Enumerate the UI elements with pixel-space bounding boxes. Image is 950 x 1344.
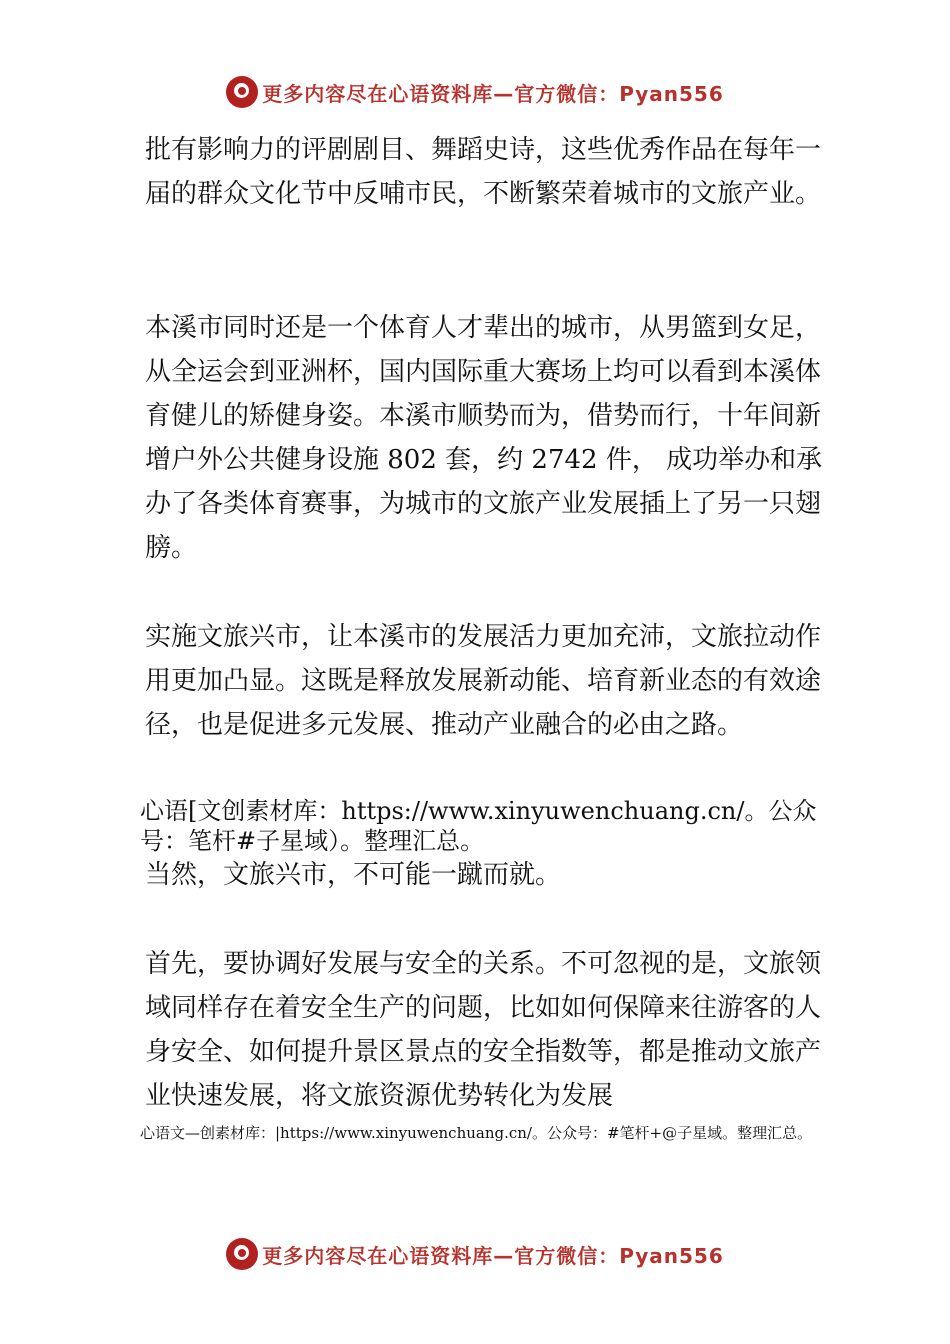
paragraph-4: 当然，文旅兴市，不可能一蹴而就。	[145, 860, 562, 890]
quill-logo-icon	[226, 76, 258, 108]
footer-text: 更多内容尽在心语资料库—官方微信：Pyan556	[262, 1243, 724, 1268]
quill-logo-icon	[226, 1238, 258, 1270]
footnote: 心语文—创素材库：|https://www.xinyuwenchuang.cn/。公众号：#笔杆+@子星域。整理汇总。	[140, 1124, 813, 1142]
header-text: 更多内容尽在心语资料库—官方微信：Pyan556	[262, 81, 724, 106]
footer-banner	[0, 1232, 950, 1276]
paragraph-5: 首先，要协调好发展与安全的关系。不可忽视的是，文旅领域同样存在着安全生产的问题，比如如何保障来往游客的人身安全、如何提升景区景点的安全指数等，都是推动文旅产业快速发展，将文旅资源优势转化为发展	[145, 949, 822, 1111]
paragraph-3: 实施文旅兴市，让本溪市的发展活力更加充沛，文旅拉动作用更加凸显。这既是释放发展新动能、培育新业态的有效途径，也是促进多元发展、推动产业融合的必由之路。	[145, 622, 822, 740]
paragraph-1: 批有影响力的评剧剧目、舞蹈史诗，这些优秀作品在每年一届的群众文化节中反哺市民，不断繁荣着城市的文旅产业。	[145, 135, 822, 209]
paragraph-2: 本溪市同时还是一个体育人才辈出的城市，从男篮到女足，从全运会到亚洲杯，国内国际重大赛场上均可以看到本溪体育健儿的矫健身姿。本溪市顺势而为，借势而行，十年间新增户外公共健身设施 802 套，约 2742 件， 成功举办和承办了各类体育赛事，为城市的文旅产业发展插上了另一只翅膀。	[145, 313, 823, 563]
header-banner	[0, 70, 950, 114]
source-note: 心语[文创素材库：https://www.xinyuwenchuang.cn/。公众号：笔杆#子星域）。整理汇总。	[140, 797, 817, 855]
